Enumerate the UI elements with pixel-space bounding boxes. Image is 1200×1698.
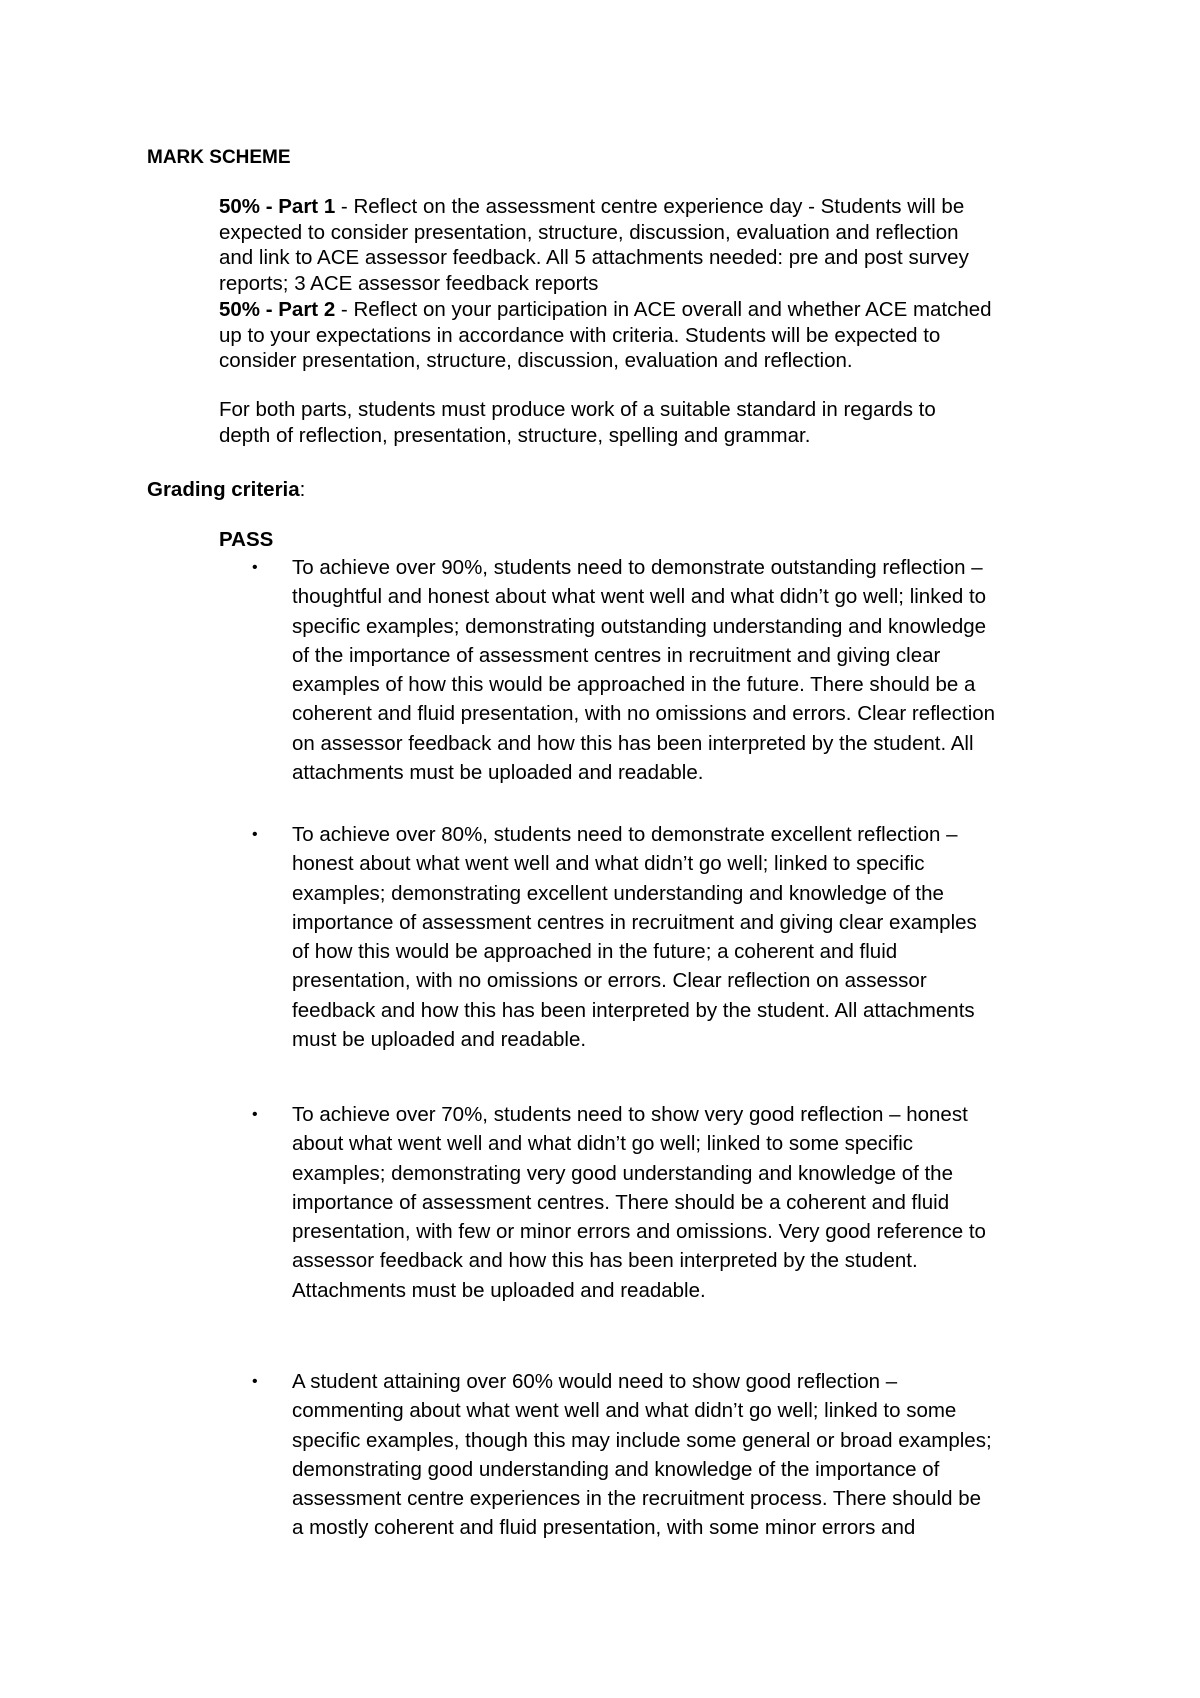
bullet-icon: • xyxy=(252,826,258,843)
pass-heading: PASS xyxy=(219,528,274,551)
bullet-icon: • xyxy=(252,559,258,576)
criteria-item-70: To achieve over 70%, students need to show very good reflection – honest about what went well and what didn’t go well; linked to some specific examples; demonstrating very good understanding and knowledge of the importance of assessment centres. There should be a coherent and fluid presentation, with few or minor errors and omissions. Very good reference to assessor feedback and how this has been interpreted by the student. Attachments must be uploaded and readable. xyxy=(292,1103,986,1302)
page-title: MARK SCHEME xyxy=(147,147,291,168)
grading-criteria-label: Grading criteria xyxy=(147,478,300,501)
criteria-item-80: To achieve over 80%, students need to demonstrate excellent reflection – honest about what went well and what didn’t go well; linked to specific examples; demonstrating excellent understanding and knowledge of the importance of assessment centres in recruitment and giving clear examples of how this would be approached in the future; a coherent and fluid presentation, with no omissions or errors. Clear reflection on assessor feedback and how this has been interpreted by the student. All attachments must be uploaded and readable. xyxy=(292,823,977,1052)
bullet-icon: • xyxy=(252,1106,258,1123)
grading-criteria-heading xyxy=(147,477,305,503)
grading-criteria-colon: : xyxy=(299,478,306,501)
part2-paragraph xyxy=(219,297,1099,374)
both-parts-paragraph: For both parts, students must produce work of a suitable standard in regards to depth of reflection, presentation, structure, spelling and grammar. xyxy=(219,398,936,447)
criteria-item-60: A student attaining over 60% would need to show good reflection – commenting about what went well and what didn’t go well; linked to some specific examples, though this may include some general or broad examples; demonstrating good understanding and knowledge of the importance of assessment centre experiences in the recruitment process. There should be a mostly coherent and fluid presentation, with some minor errors and xyxy=(292,1370,992,1540)
bullet-icon: • xyxy=(252,1373,258,1390)
part1-paragraph xyxy=(219,194,1099,297)
part2-label: 50% - Part 2 xyxy=(219,298,336,321)
part2-text: - Reflect on your participation in ACE overall and whether ACE matched up to your expectations in accordance with criteria. Students will be expected to consider presentation, structure, discussion, evaluation and reflection. xyxy=(219,298,992,373)
criteria-item-90: To achieve over 90%, students need to demonstrate outstanding reflection – thoughtful and honest about what went well and what didn’t go well; linked to specific examples; demonstrating outstanding understanding and knowledge of the importance of assessment centres in recruitment and giving clear examples of how this would be approached in the future. There should be a coherent and fluid presentation, with no omissions and errors. Clear reflection on assessor feedback and how this has been interpreted by the student. All attachments must be uploaded and readable. xyxy=(292,556,996,785)
part1-text: - Reflect on the assessment centre experience day - Students will be expected to consider presentation, structure, discussion, evaluation and reflection and link to ACE assessor feedback. All 5 attachments needed: pre and post survey reports; 3 ACE assessor feedback reports xyxy=(219,195,969,296)
part1-label: 50% - Part 1 xyxy=(219,195,336,218)
